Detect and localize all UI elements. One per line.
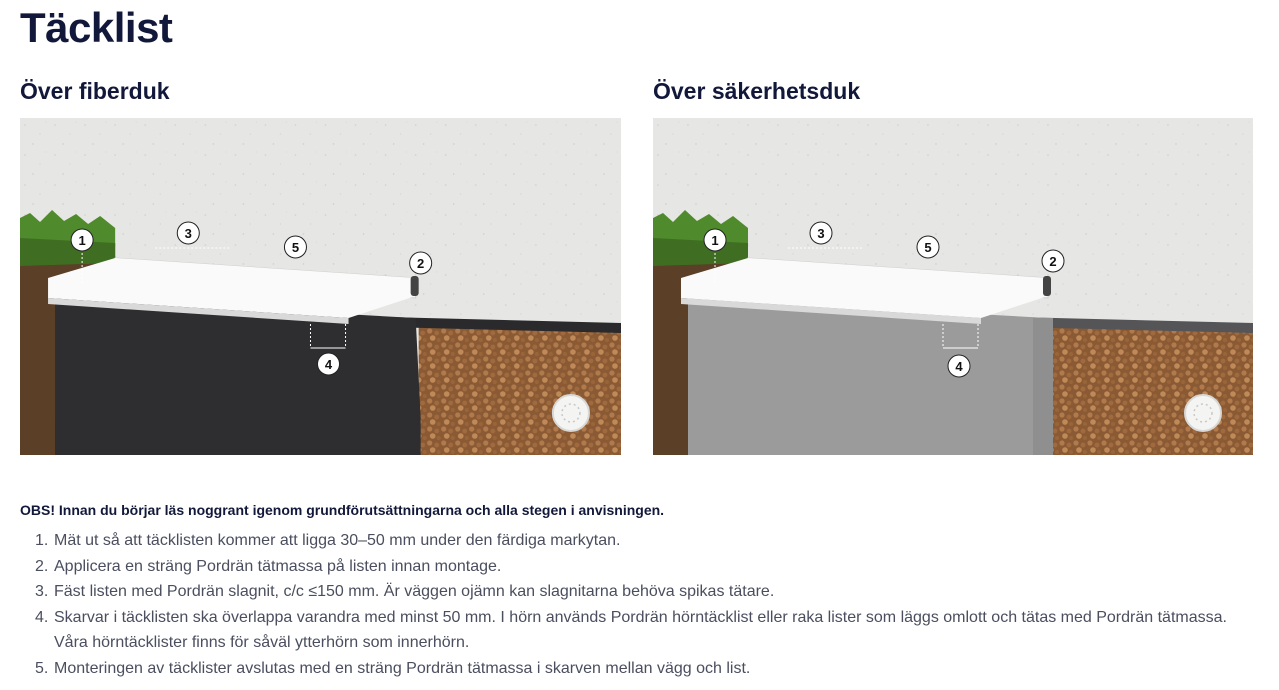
- instruction-steps: [20, 528, 1260, 681]
- step-number: 4.: [35, 608, 49, 626]
- step-text: Skarvar i täcklisten ska överlappa varandra med minst 50 mm. I hörn används Pordrän hörntäcklist eller raka lister som läggs omlott och tätas med Pordrän tätmassa. Våra hörntäcklister finns för såväl ytterhörn som innerhörn.: [54, 608, 1227, 651]
- illustration-sakerhetsduk: [653, 118, 1253, 455]
- callout-5: [284, 236, 306, 258]
- list-item: [20, 605, 1260, 656]
- svg-text:1: 1: [78, 233, 86, 248]
- step-text: Fäst listen med Pordrän slagnit, c/c ≤150 mm. Är väggen ojämn kan slagnitarna behöva spikas tätare.: [54, 583, 775, 600]
- svg-text:4: 4: [955, 359, 963, 374]
- callout-4: [317, 353, 339, 375]
- callout-3: [177, 222, 199, 244]
- callout-2: [1042, 250, 1064, 272]
- svg-text:2: 2: [417, 256, 425, 271]
- step-number: 2.: [35, 557, 49, 575]
- svg-text:3: 3: [817, 226, 825, 241]
- svg-text:1: 1: [711, 233, 719, 248]
- svg-text:3: 3: [184, 226, 192, 241]
- step-text: Monteringen av täcklister avslutas med en sträng Pordrän tätmassa i skarven mellan vägg och list.: [54, 659, 751, 677]
- step-number: 5.: [35, 659, 49, 677]
- page-title: Täcklist: [20, 4, 173, 51]
- svg-text:5: 5: [924, 240, 932, 255]
- svg-text:2: 2: [1049, 254, 1057, 269]
- list-item: [20, 656, 1260, 682]
- step-number: 3.: [35, 583, 49, 600]
- callout-4: [948, 355, 970, 377]
- list-item: [20, 579, 1260, 605]
- obs-notice: OBS! Innan du börjar läs noggrant igenom grundförutsättningarna och alla stegen i anvisningen.: [20, 502, 665, 518]
- callout-5: [917, 236, 939, 258]
- callout-3: [810, 222, 832, 244]
- list-item: [20, 554, 1260, 580]
- svg-text:4: 4: [324, 357, 333, 372]
- step-text: Mät ut så att täcklisten kommer att ligga 30–50 mm under den färdiga markytan.: [54, 532, 621, 549]
- callout-1: [704, 229, 726, 251]
- step-text: Applicera en sträng Pordrän tätmassa på listen innan montage.: [54, 557, 502, 575]
- callout-2: [410, 252, 432, 274]
- svg-text:5: 5: [291, 240, 300, 255]
- figure-heading-fiberduk: Över fiberduk: [20, 78, 170, 104]
- callout-1: [71, 229, 93, 251]
- step-number: 1.: [35, 532, 49, 549]
- list-item: [20, 528, 1260, 554]
- figure-heading-sakerhetsduk: Över säkerhetsduk: [653, 78, 861, 104]
- illustration-fiberduk: [20, 118, 621, 455]
